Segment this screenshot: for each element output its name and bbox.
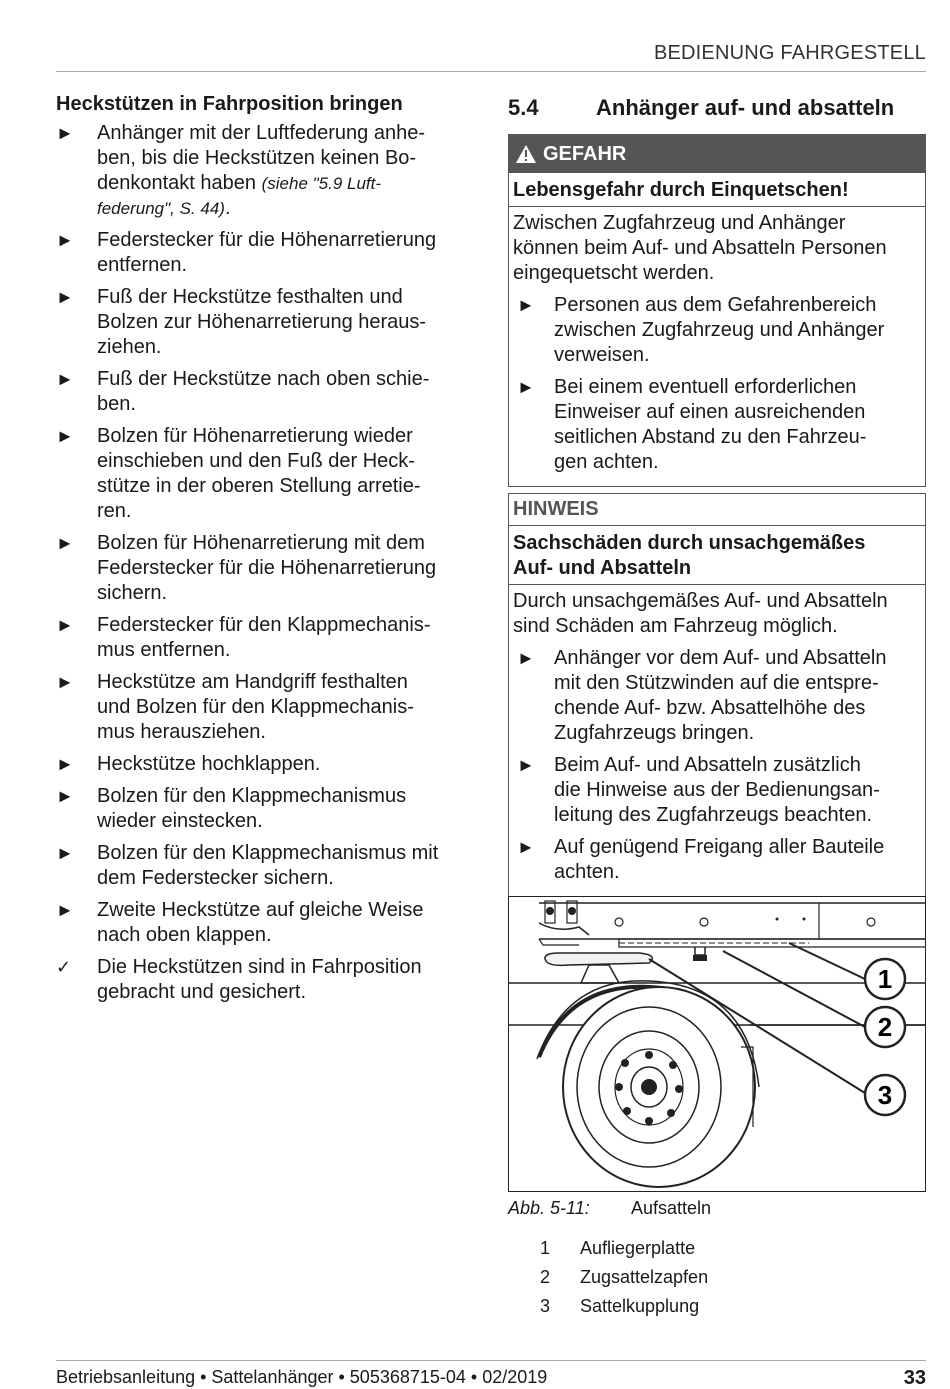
step-text xyxy=(554,647,886,744)
step-line: leitung des Zugfahrzeugs beachten. xyxy=(554,804,872,826)
step-line: Federstecker für die Höhenarretierung xyxy=(97,557,437,579)
step-text xyxy=(97,122,425,219)
arrow-bullet-icon: ► xyxy=(56,230,74,250)
danger-steps xyxy=(513,293,921,475)
step-line: Bei einem eventuell erforderlichen xyxy=(554,376,857,398)
footer-rule xyxy=(56,1360,926,1361)
subsection-heading: Heckstützen in Fahrposition bringen xyxy=(56,93,403,115)
step-item xyxy=(513,835,921,885)
danger-title: Lebensgefahr durch Einquetschen! xyxy=(509,173,925,207)
arrow-bullet-icon: ► xyxy=(56,786,74,806)
step-line: Personen aus dem Gefahrenbereich xyxy=(554,294,877,316)
step-line: ben, bis die Heckstützen keinen Bo- xyxy=(97,147,417,169)
step-text xyxy=(97,785,406,832)
step-item xyxy=(56,121,476,221)
step-line: mit den Stützwinden auf die entspre- xyxy=(554,672,879,694)
callout-3: 3 xyxy=(877,1080,893,1110)
reference-line: federung", S. 44) xyxy=(97,199,225,218)
step-text xyxy=(97,614,431,661)
step-item xyxy=(513,646,921,746)
callout-1: 1 xyxy=(877,964,893,994)
reference-line: (siehe "5.9 Luft- xyxy=(261,174,382,193)
caption-text: Aufsatteln xyxy=(631,1198,712,1218)
arrow-bullet-icon: ► xyxy=(56,754,74,774)
section-heading xyxy=(508,92,926,124)
notice-steps xyxy=(513,646,921,885)
legend-text: Sattelkupplung xyxy=(580,1296,700,1316)
notice-intro-line: Durch unsachgemäßes Auf- und Absatteln xyxy=(513,590,888,612)
danger-intro-line: können beim Auf- und Absatteln Personen xyxy=(513,237,887,259)
arrow-bullet-icon: ► xyxy=(517,755,535,775)
step-line: Bolzen für Höhenarretierung mit dem xyxy=(97,532,425,554)
step-line: einschieben und den Fuß der Heck- xyxy=(97,450,415,472)
danger-label: GEFAHR xyxy=(543,142,627,165)
legend-item xyxy=(540,1234,708,1263)
step-item xyxy=(513,375,921,475)
step-line: Federstecker für die Höhenarretierung xyxy=(97,229,437,251)
arrow-bullet-icon: ► xyxy=(517,837,535,857)
caption-label: Abb. 5-11: xyxy=(508,1198,590,1218)
step-text xyxy=(97,671,414,743)
callout-2: 2 xyxy=(877,1012,893,1042)
step-line: die Hinweise aus der Bedienungsan- xyxy=(554,779,880,801)
step-text xyxy=(554,376,866,473)
arrow-bullet-icon: ► xyxy=(56,287,74,307)
step-line: achten. xyxy=(554,861,620,883)
section-title: Anhänger auf- und absatteln xyxy=(596,95,895,120)
arrow-bullet-icon: ► xyxy=(56,426,74,446)
step-line: Auf genügend Freigang aller Bauteile xyxy=(554,836,885,858)
step-item xyxy=(513,293,921,368)
step-line: gebracht und gesichert. xyxy=(97,981,307,1003)
step-line: dem Federstecker sichern. xyxy=(97,867,334,889)
arrow-bullet-icon: ► xyxy=(517,295,535,315)
notice-title-line: Auf- und Absatteln xyxy=(513,557,692,579)
step-line: sichern. xyxy=(97,582,168,604)
check-icon: ✓ xyxy=(56,957,72,977)
step-item xyxy=(56,367,476,417)
step-item xyxy=(56,424,476,524)
step-line: Fuß der Heckstütze nach oben schie- xyxy=(97,368,430,390)
step-text xyxy=(97,956,422,1003)
step-item xyxy=(56,531,476,606)
step-line: chende Auf- bzw. Absattelhöhe des xyxy=(554,697,866,719)
step-item xyxy=(56,955,476,1005)
step-text xyxy=(554,754,880,826)
step-text xyxy=(97,286,426,358)
step-line: denkontakt haben xyxy=(97,172,262,194)
step-line: Beim Auf- und Absatteln zusätzlich xyxy=(554,754,861,776)
notice-title xyxy=(509,526,925,585)
arrow-bullet-icon: ► xyxy=(56,900,74,920)
notice-box xyxy=(508,493,926,897)
step-line: Bolzen zur Höhenarretierung heraus- xyxy=(97,311,427,333)
step-line: Bolzen für den Klappmechanismus xyxy=(97,785,407,807)
step-line: seitlichen Abstand zu den Fahrzeu- xyxy=(554,426,867,448)
step-text xyxy=(97,753,320,775)
step-line: Anhänger vor dem Auf- und Absatteln xyxy=(554,647,887,669)
header-rule xyxy=(56,71,926,72)
legend-number: 2 xyxy=(540,1267,551,1287)
step-item xyxy=(56,752,476,777)
figure-legend xyxy=(540,1234,708,1321)
step-line: ziehen. xyxy=(97,336,162,358)
step-line: Einweiser auf einen ausreichenden xyxy=(554,401,866,423)
step-line: gen achten. xyxy=(554,451,659,473)
step-line: Fuß der Heckstütze festhalten und xyxy=(97,286,403,308)
step-line: mus entfernen. xyxy=(97,639,231,661)
danger-intro-line: eingequetscht werden. xyxy=(513,262,715,284)
step-item xyxy=(56,784,476,834)
notice-body xyxy=(509,585,925,896)
step-line: Die Heckstützen sind in Fahrposition xyxy=(97,956,422,978)
step-line: Bolzen für den Klappmechanismus mit xyxy=(97,842,439,864)
danger-intro-line: Zwischen Zugfahrzeug und Anhänger xyxy=(513,212,846,234)
danger-intro xyxy=(513,211,921,286)
warning-triangle-icon xyxy=(515,144,537,164)
step-text xyxy=(97,842,438,889)
notice-intro xyxy=(513,589,921,639)
step-line: mus herausziehen. xyxy=(97,721,266,743)
right-column xyxy=(508,92,926,883)
legend-item xyxy=(540,1263,708,1292)
step-text xyxy=(554,294,884,366)
arrow-bullet-icon: ► xyxy=(56,369,74,389)
step-text xyxy=(97,899,423,946)
step-text xyxy=(97,368,429,415)
step-line: wieder einstecken. xyxy=(97,810,263,832)
step-line: Zugfahrzeugs bringen. xyxy=(554,722,755,744)
step-line: zwischen Zugfahrzeug und Anhänger xyxy=(554,319,885,341)
running-header: BEDIENUNG FAHRGESTELL xyxy=(653,42,926,64)
left-column xyxy=(56,92,476,1012)
step-item xyxy=(56,898,476,948)
step-line: und Bolzen für den Klappmechanis- xyxy=(97,696,414,718)
step-line: entfernen. xyxy=(97,254,188,276)
step-item xyxy=(56,228,476,278)
arrow-bullet-icon: ► xyxy=(56,843,74,863)
step-line: Bolzen für Höhenarretierung wieder xyxy=(97,425,413,447)
notice-title-line: Sachschäden durch unsachgemäßes xyxy=(513,532,866,554)
figure-coupling-illustration xyxy=(508,896,926,1192)
step-line: verweisen. xyxy=(554,344,650,366)
coupling-drawing xyxy=(509,897,926,1192)
step-text xyxy=(97,532,436,604)
notice-label: HINWEIS xyxy=(509,494,925,526)
step-text xyxy=(554,836,884,883)
step-line: Anhänger mit der Luftfederung anhe- xyxy=(97,122,425,144)
step-line: nach oben klappen. xyxy=(97,924,272,946)
page-number: 33 xyxy=(903,1367,926,1389)
notice-intro-line: sind Schäden am Fahrzeug möglich. xyxy=(513,615,838,637)
step-item xyxy=(513,753,921,828)
step-line: ben. xyxy=(97,393,136,415)
legend-number: 3 xyxy=(540,1296,551,1316)
arrow-bullet-icon: ► xyxy=(56,533,74,553)
step-line: Zweite Heckstütze auf gleiche Weise xyxy=(97,899,424,921)
step-text xyxy=(97,229,436,276)
step-item xyxy=(56,841,476,891)
arrow-bullet-icon: ► xyxy=(517,377,535,397)
step-line: Heckstütze hochklappen. xyxy=(97,753,321,775)
footer-text: Betriebsanleitung • Sattelanhänger • 505368715-04 • 02/2019 xyxy=(56,1367,548,1387)
section-number: 5.4 xyxy=(508,95,539,120)
step-item xyxy=(56,285,476,360)
step-tail: . xyxy=(224,197,231,219)
step-line: Federstecker für den Klappmechanis- xyxy=(97,614,431,636)
danger-header xyxy=(509,135,925,173)
step-line: Heckstütze am Handgriff festhalten xyxy=(97,671,408,693)
step-line: stütze in der oberen Stellung arretie- xyxy=(97,475,421,497)
arrow-bullet-icon: ► xyxy=(56,123,74,143)
legend-number: 1 xyxy=(540,1238,551,1258)
step-text xyxy=(97,425,421,522)
instruction-list xyxy=(56,121,476,1005)
arrow-bullet-icon: ► xyxy=(517,648,535,668)
step-line: ren. xyxy=(97,500,132,522)
step-item xyxy=(56,670,476,745)
danger-box xyxy=(508,134,926,487)
legend-text: Aufliegerplatte xyxy=(580,1238,696,1258)
step-item xyxy=(56,613,476,663)
figure-caption xyxy=(508,1198,711,1219)
legend-text: Zugsattelzapfen xyxy=(580,1267,709,1287)
danger-body xyxy=(509,207,925,486)
arrow-bullet-icon: ► xyxy=(56,615,74,635)
legend-item xyxy=(540,1292,708,1321)
arrow-bullet-icon: ► xyxy=(56,672,74,692)
